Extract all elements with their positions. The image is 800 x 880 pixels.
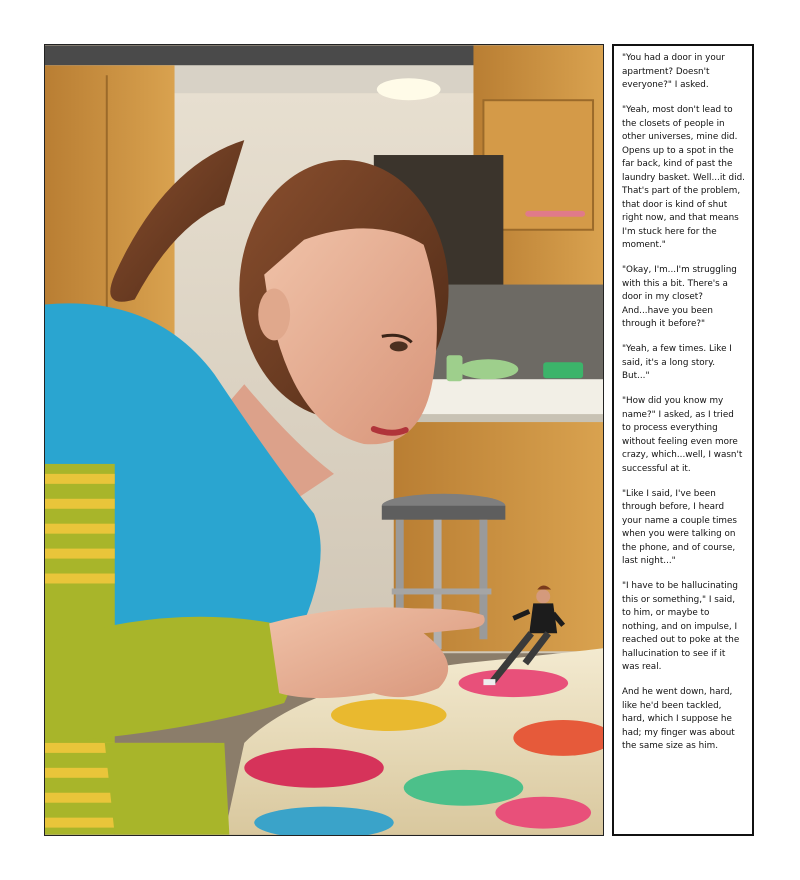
caption-box [612,44,754,836]
green-bowl [459,359,519,379]
comic-panel [44,44,604,836]
caption-paragraph: "How did you know my name?" I asked, as I tried to process everything without feeling even more crazy, which...well, I wasn't successful at it. [622,396,743,474]
green-mug [447,355,463,381]
kitchen-scene-illustration [45,45,603,835]
caption-paragraph: "You had a door in your apartment? Doesn't everyone?" I asked. [622,53,725,90]
green-dish [543,362,583,378]
caption-paragraph: "Yeah, most don't lead to the closets of people in other universes, mine did. Opens up to a spot in the far back, kind of past the laundry basket. Well...it did. That's part of the problem, that door is kind of shut right now, and that means I'm stuck here for the moment." [622,105,745,250]
ceiling-light [377,78,441,100]
caption-paragraph: "Okay, I'm...I'm struggling with this a bit. There's a door in my closet? And...have you been through it before?" [622,265,737,329]
caption-paragraph: "Like I said, I've been through before, I heard your name a couple times when you were talking on the phone, and of course, last night..." [622,488,737,566]
caption-paragraph: And he went down, hard, like he'd been tackled, hard, which I suppose he had; my finger was about the same size as him. [622,687,735,751]
caption-paragraph: "I have to be hallucinating this or something," I said, to him, or maybe to nothing, and on impulse, I reached out to poke at the hallucination to see if it was real. [622,581,740,672]
caption-paragraph: "Yeah, a few times. Like I said, it's a long story. But..." [622,344,732,381]
